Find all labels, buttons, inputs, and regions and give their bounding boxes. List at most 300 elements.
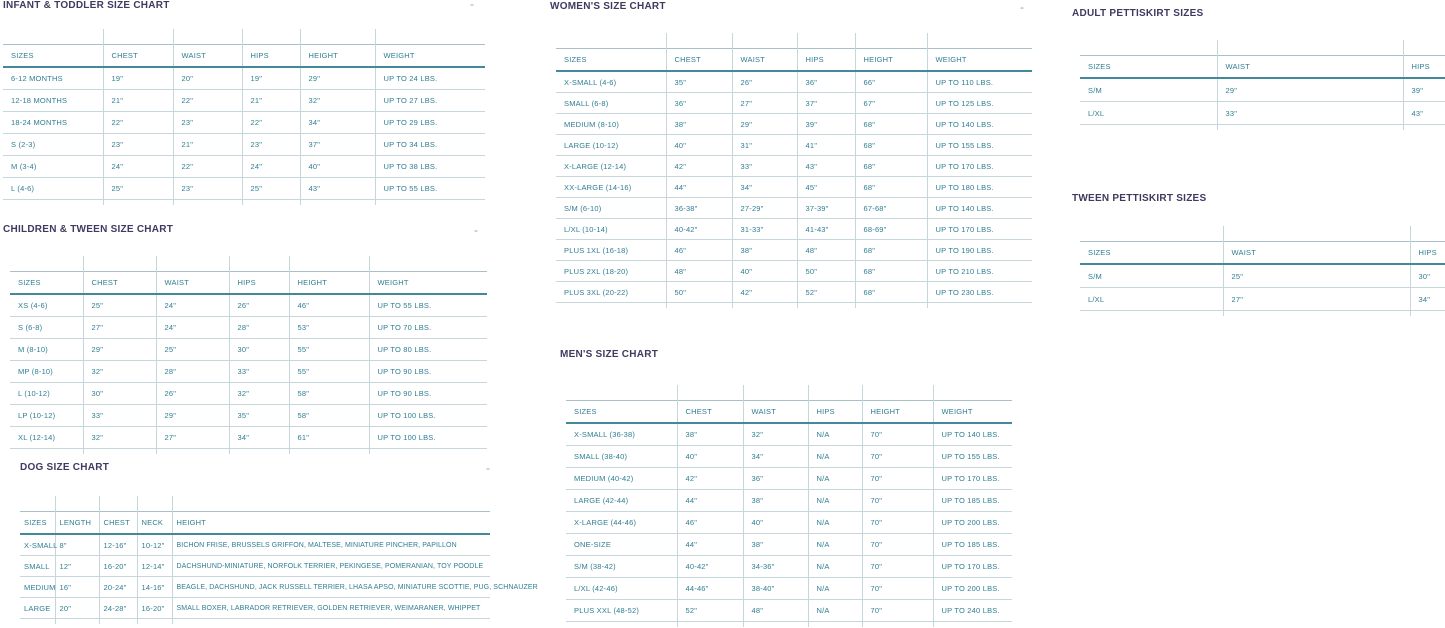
- column-header: HEIGHT: [289, 272, 369, 295]
- table-cell: 43": [1403, 102, 1445, 125]
- table-cell: 39": [797, 114, 855, 135]
- table-cell: UP TO 170 LBS.: [933, 556, 1012, 578]
- table-cell: 33": [732, 156, 797, 177]
- table-cell: 22": [173, 156, 242, 178]
- column-header: SIZES: [556, 49, 666, 72]
- table-cell: 43": [797, 156, 855, 177]
- header-row: [20, 512, 490, 535]
- table-cell: L (4-6): [3, 178, 103, 200]
- table-cell: 70": [862, 490, 933, 512]
- column-header: WEIGHT: [369, 272, 487, 295]
- table-cell: 68": [855, 114, 927, 135]
- table-cell: N/A: [808, 600, 862, 622]
- table-cell: 24": [242, 156, 300, 178]
- table-cell: X-SMALL (36-38): [566, 423, 677, 446]
- table-cell: 58": [289, 383, 369, 405]
- table-cell: 41-43": [797, 219, 855, 240]
- spacer-row: [10, 256, 487, 272]
- table-row: [566, 446, 1012, 468]
- spacer-cell: [1410, 311, 1445, 317]
- table-cell: 10-12": [137, 534, 172, 556]
- table-cell: 27-29": [732, 198, 797, 219]
- table-row: [566, 534, 1012, 556]
- table-cell: UP TO 185 LBS.: [933, 490, 1012, 512]
- table-cell: 29": [300, 67, 375, 90]
- table-cell: 20": [55, 598, 99, 619]
- column-header: WAIST: [1217, 56, 1403, 79]
- table-cell: UP TO 38 LBS.: [375, 156, 485, 178]
- table-cell: UP TO 240 LBS.: [933, 600, 1012, 622]
- table-cell: UP TO 90 LBS.: [369, 383, 487, 405]
- table-cell: 30": [1410, 264, 1445, 288]
- spacer-cell: [1410, 226, 1445, 242]
- tween-pettiskirt-sizes-section: [1072, 193, 1445, 318]
- table-cell: 23": [173, 112, 242, 134]
- table-cell: UP TO 100 LBS.: [369, 427, 487, 449]
- table-cell: SMALL (6-8): [556, 93, 666, 114]
- table-cell: 40-42": [666, 219, 732, 240]
- spacer-cell: [156, 256, 229, 272]
- table-cell: UP TO 200 LBS.: [933, 578, 1012, 600]
- table-cell: LARGE (10-12): [556, 135, 666, 156]
- table-cell: L/XL: [1080, 102, 1217, 125]
- column-header: WEIGHT: [933, 401, 1012, 424]
- table-cell: 12-18 MONTHS: [3, 90, 103, 112]
- table-cell: 68-69": [855, 219, 927, 240]
- collapse-icon[interactable]: -: [486, 461, 490, 475]
- column-header: SIZES: [20, 512, 55, 535]
- table-cell: PLUS 3XL (20-22): [556, 282, 666, 303]
- table-cell: 24": [103, 156, 173, 178]
- table-cell: 70": [862, 446, 933, 468]
- table-cell: 12": [55, 556, 99, 577]
- table-cell: XS (4-6): [10, 294, 83, 317]
- table-cell: ONE-SIZE: [566, 534, 677, 556]
- spacer-cell: [927, 303, 1032, 309]
- table-cell: L/XL: [1080, 288, 1223, 311]
- table-cell: 40": [666, 135, 732, 156]
- table-cell: 20-24": [99, 577, 137, 598]
- table-cell: 32": [83, 361, 156, 383]
- table-cell: S/M (38-42): [566, 556, 677, 578]
- table-row: [556, 198, 1032, 219]
- table-cell: MEDIUM (8-10): [556, 114, 666, 135]
- spacer-cell: [1080, 311, 1223, 317]
- adult-pettiskirt-sizes-section: [1072, 8, 1445, 133]
- table-row: [3, 90, 485, 112]
- table-cell: 68": [855, 240, 927, 261]
- header-row: [556, 49, 1032, 72]
- column-header: HEIGHT: [855, 49, 927, 72]
- table-row: [3, 156, 485, 178]
- table-cell: 24": [156, 294, 229, 317]
- table-cell: 66": [855, 71, 927, 93]
- spacer-row: [20, 619, 490, 625]
- header-row: [10, 272, 487, 295]
- table-cell: 22": [103, 112, 173, 134]
- table-cell: PLUS 2XL (18-20): [556, 261, 666, 282]
- spacer-cell: [156, 449, 229, 455]
- table-cell: 14-16": [137, 577, 172, 598]
- table-cell: 27": [156, 427, 229, 449]
- table-cell: 34": [743, 446, 808, 468]
- table-cell: 29": [83, 339, 156, 361]
- mens-chart-title: MEN'S SIZE CHART: [560, 349, 659, 360]
- spacer-row: [3, 29, 485, 45]
- table-cell: N/A: [808, 556, 862, 578]
- column-header: SIZES: [10, 272, 83, 295]
- children-tween-size-table: [10, 256, 487, 454]
- collapse-icon[interactable]: -: [474, 223, 478, 237]
- table-cell: 44": [677, 490, 743, 512]
- table-cell: S/M: [1080, 264, 1223, 288]
- column-header: SIZES: [1080, 242, 1223, 265]
- table-cell: 19": [103, 67, 173, 90]
- table-cell: 25": [156, 339, 229, 361]
- table-row: [10, 339, 487, 361]
- table-cell: L (10-12): [10, 383, 83, 405]
- table-cell: 70": [862, 423, 933, 446]
- table-row: [556, 93, 1032, 114]
- spacer-cell: [83, 449, 156, 455]
- table-cell: 52": [677, 600, 743, 622]
- table-cell: 36": [666, 93, 732, 114]
- table-cell: BEAGLE, DACHSHUND, JACK RUSSELL TERRIER, LHASA APSO, MINIATURE SCOTTIE, PUG, SCHNAUZER: [172, 577, 490, 598]
- spacer-cell: [1217, 40, 1403, 56]
- adult-pettiskirt-chart-title: ADULT PETTISKIRT SIZES: [1072, 8, 1204, 19]
- table-cell: 26": [156, 383, 229, 405]
- header-row: [1080, 242, 1445, 265]
- spacer-cell: [289, 256, 369, 272]
- table-cell: 28": [229, 317, 289, 339]
- table-cell: 30": [229, 339, 289, 361]
- table-cell: N/A: [808, 490, 862, 512]
- table-cell: X-LARGE (44-46): [566, 512, 677, 534]
- spacer-row: [556, 33, 1032, 49]
- spacer-row: [20, 496, 490, 512]
- table-cell: N/A: [808, 512, 862, 534]
- spacer-cell: [289, 449, 369, 455]
- table-cell: 8": [55, 534, 99, 556]
- spacer-cell: [1080, 40, 1217, 56]
- womens-chart-title: WOMEN'S SIZE CHART: [550, 1, 666, 12]
- table-cell: 32": [83, 427, 156, 449]
- table-cell: 23": [242, 134, 300, 156]
- table-row: [10, 294, 487, 317]
- spacer-cell: [556, 303, 666, 309]
- spacer-cell: [242, 29, 300, 45]
- table-cell: UP TO 190 LBS.: [927, 240, 1032, 261]
- table-cell: 28": [156, 361, 229, 383]
- spacer-cell: [862, 385, 933, 401]
- table-cell: 33": [229, 361, 289, 383]
- spacer-cell: [933, 385, 1012, 401]
- table-row: [556, 240, 1032, 261]
- table-row: [1080, 78, 1445, 102]
- table-cell: 44": [666, 177, 732, 198]
- table-cell: 48": [743, 600, 808, 622]
- table-cell: 26": [229, 294, 289, 317]
- table-cell: UP TO 155 LBS.: [927, 135, 1032, 156]
- collapse-icon[interactable]: -: [1020, 0, 1024, 14]
- table-row: [10, 405, 487, 427]
- table-row: [566, 512, 1012, 534]
- spacer-cell: [808, 385, 862, 401]
- spacer-row: [1080, 311, 1445, 317]
- table-cell: LP (10-12): [10, 405, 83, 427]
- table-cell: 50": [797, 261, 855, 282]
- table-cell: 19": [242, 67, 300, 90]
- spacer-cell: [103, 200, 173, 206]
- table-cell: 29": [156, 405, 229, 427]
- adult-pettiskirt-size-table: [1080, 40, 1445, 130]
- womens-size-table: [556, 33, 1032, 308]
- table-cell: 70": [862, 600, 933, 622]
- table-row: [20, 556, 490, 577]
- table-cell: 42": [677, 468, 743, 490]
- spacer-cell: [20, 496, 55, 512]
- column-header: HEIGHT: [172, 512, 490, 535]
- spacer-cell: [173, 29, 242, 45]
- spacer-cell: [20, 619, 55, 625]
- table-row: [3, 134, 485, 156]
- spacer-cell: [173, 200, 242, 206]
- spacer-cell: [137, 496, 172, 512]
- dog-size-table: [20, 496, 538, 624]
- table-cell: L/XL (10-14): [556, 219, 666, 240]
- table-cell: UP TO 27 LBS.: [375, 90, 485, 112]
- table-cell: MEDIUM: [20, 577, 55, 598]
- column-header: CHEST: [99, 512, 137, 535]
- table-cell: 67": [855, 93, 927, 114]
- table-cell: 33": [83, 405, 156, 427]
- table-cell: 68": [855, 261, 927, 282]
- spacer-cell: [172, 496, 490, 512]
- table-cell: 22": [242, 112, 300, 134]
- spacer-cell: [3, 29, 103, 45]
- table-cell: X-LARGE (12-14): [556, 156, 666, 177]
- table-cell: 68": [855, 135, 927, 156]
- table-cell: SMALL BOXER, LABRADOR RETRIEVER, GOLDEN RETRIEVER, WEIMARANER, WHIPPET: [172, 598, 490, 619]
- table-cell: 29": [732, 114, 797, 135]
- table-cell: 16-20": [99, 556, 137, 577]
- table-cell: UP TO 200 LBS.: [933, 512, 1012, 534]
- spacer-cell: [242, 200, 300, 206]
- table-row: [3, 112, 485, 134]
- table-cell: 6-12 MONTHS: [3, 67, 103, 90]
- table-cell: 25": [103, 178, 173, 200]
- table-cell: 32": [229, 383, 289, 405]
- column-header: WAIST: [743, 401, 808, 424]
- spacer-cell: [172, 619, 490, 625]
- children-tween-size-chart-section: [3, 224, 487, 459]
- spacer-row: [556, 303, 1032, 309]
- spacer-cell: [1080, 226, 1223, 242]
- spacer-cell: [99, 619, 137, 625]
- table-cell: UP TO 140 LBS.: [927, 198, 1032, 219]
- header-row: [1080, 56, 1445, 79]
- table-cell: 35": [229, 405, 289, 427]
- table-cell: 38": [677, 423, 743, 446]
- table-cell: MEDIUM (40-42): [566, 468, 677, 490]
- table-cell: DACHSHUND-MINIATURE, NORFOLK TERRIER, PEKINGESE, POMERANIAN, TOY POODLE: [172, 556, 490, 577]
- table-cell: XX-LARGE (14-16): [556, 177, 666, 198]
- table-cell: UP TO 210 LBS.: [927, 261, 1032, 282]
- header-row: [3, 45, 485, 68]
- table-cell: 24": [156, 317, 229, 339]
- children-tween-chart-title: CHILDREN & TWEEN SIZE CHART: [3, 224, 174, 235]
- table-cell: SMALL (38-40): [566, 446, 677, 468]
- table-row: [556, 219, 1032, 240]
- spacer-cell: [566, 622, 677, 628]
- table-cell: PLUS XXL (48-52): [566, 600, 677, 622]
- table-row: [556, 177, 1032, 198]
- spacer-cell: [229, 256, 289, 272]
- table-row: [20, 577, 490, 598]
- table-cell: M (3-4): [3, 156, 103, 178]
- table-row: [1080, 102, 1445, 125]
- table-cell: 31-33": [732, 219, 797, 240]
- table-cell: 27": [732, 93, 797, 114]
- table-cell: 70": [862, 578, 933, 600]
- table-cell: MP (8-10): [10, 361, 83, 383]
- infant-toddler-chart-title: INFANT & TODDLER SIZE CHART: [3, 0, 170, 11]
- table-cell: 41": [797, 135, 855, 156]
- table-cell: UP TO 230 LBS.: [927, 282, 1032, 303]
- womens-size-chart-section: [550, 1, 1032, 311]
- table-cell: UP TO 24 LBS.: [375, 67, 485, 90]
- spacer-cell: [375, 29, 485, 45]
- column-header: WAIST: [173, 45, 242, 68]
- spacer-cell: [83, 256, 156, 272]
- table-cell: 55": [289, 361, 369, 383]
- table-cell: BICHON FRISE, BRUSSELS GRIFFON, MALTESE, MINIATURE PINCHER, PAPILLON: [172, 534, 490, 556]
- spacer-cell: [808, 622, 862, 628]
- table-cell: 58": [289, 405, 369, 427]
- table-row: [10, 383, 487, 405]
- column-header: SIZES: [3, 45, 103, 68]
- table-row: [556, 261, 1032, 282]
- table-cell: 34": [300, 112, 375, 134]
- table-cell: 38": [743, 534, 808, 556]
- spacer-row: [1080, 226, 1445, 242]
- table-cell: 22": [173, 90, 242, 112]
- table-row: [566, 423, 1012, 446]
- column-header: NECK: [137, 512, 172, 535]
- spacer-cell: [933, 622, 1012, 628]
- spacer-cell: [137, 619, 172, 625]
- table-row: [556, 135, 1032, 156]
- table-cell: 33": [1217, 102, 1403, 125]
- table-row: [3, 67, 485, 90]
- spacer-cell: [1223, 226, 1410, 242]
- table-cell: 42": [732, 282, 797, 303]
- spacer-cell: [1403, 40, 1445, 56]
- table-cell: 26": [732, 71, 797, 93]
- spacer-row: [1080, 40, 1445, 56]
- column-header: CHEST: [83, 272, 156, 295]
- table-cell: 70": [862, 468, 933, 490]
- spacer-cell: [677, 622, 743, 628]
- table-cell: 38-40": [743, 578, 808, 600]
- table-row: [20, 534, 490, 556]
- table-cell: 18-24 MONTHS: [3, 112, 103, 134]
- table-cell: UP TO 55 LBS.: [375, 178, 485, 200]
- column-header: HIPS: [229, 272, 289, 295]
- mens-size-chart-section: [560, 349, 1012, 628]
- table-cell: 43": [300, 178, 375, 200]
- spacer-cell: [1403, 125, 1445, 131]
- table-cell: 27": [1223, 288, 1410, 311]
- infant-toddler-size-table: [3, 29, 485, 205]
- column-header: SIZES: [566, 401, 677, 424]
- table-cell: 23": [103, 134, 173, 156]
- table-cell: 46": [677, 512, 743, 534]
- table-cell: 46": [289, 294, 369, 317]
- table-cell: PLUS 1XL (16-18): [556, 240, 666, 261]
- table-cell: M (8-10): [10, 339, 83, 361]
- table-cell: 36": [797, 71, 855, 93]
- spacer-row: [10, 449, 487, 455]
- table-cell: N/A: [808, 578, 862, 600]
- table-cell: UP TO 125 LBS.: [927, 93, 1032, 114]
- table-cell: 38": [666, 114, 732, 135]
- table-cell: 16": [55, 577, 99, 598]
- table-cell: X-SMALL: [20, 534, 55, 556]
- table-cell: XL (12-14): [10, 427, 83, 449]
- table-cell: S (6-8): [10, 317, 83, 339]
- table-cell: UP TO 100 LBS.: [369, 405, 487, 427]
- spacer-cell: [369, 449, 487, 455]
- table-cell: UP TO 185 LBS.: [933, 534, 1012, 556]
- spacer-cell: [743, 622, 808, 628]
- tween-pettiskirt-chart-title: TWEEN PETTISKIRT SIZES: [1072, 193, 1207, 204]
- spacer-cell: [55, 619, 99, 625]
- column-header: CHEST: [103, 45, 173, 68]
- column-header: CHEST: [666, 49, 732, 72]
- table-row: [3, 178, 485, 200]
- table-cell: 40-42": [677, 556, 743, 578]
- column-header: SIZES: [1080, 56, 1217, 79]
- collapse-icon[interactable]: -: [470, 0, 474, 11]
- table-cell: LARGE: [20, 598, 55, 619]
- table-cell: 68": [855, 177, 927, 198]
- table-cell: 21": [173, 134, 242, 156]
- table-cell: UP TO 110 LBS.: [927, 71, 1032, 93]
- spacer-row: [566, 622, 1012, 628]
- table-row: [10, 427, 487, 449]
- table-cell: 37-39": [797, 198, 855, 219]
- table-cell: 68": [855, 156, 927, 177]
- table-cell: 34": [1410, 288, 1445, 311]
- spacer-row: [1080, 125, 1445, 131]
- table-cell: 44": [677, 534, 743, 556]
- spacer-cell: [300, 200, 375, 206]
- table-cell: S/M: [1080, 78, 1217, 102]
- table-cell: UP TO 34 LBS.: [375, 134, 485, 156]
- spacer-cell: [855, 303, 927, 309]
- table-cell: 38": [732, 240, 797, 261]
- spacer-cell: [566, 385, 677, 401]
- table-cell: 35": [666, 71, 732, 93]
- column-header: CHEST: [677, 401, 743, 424]
- spacer-cell: [99, 496, 137, 512]
- table-cell: UP TO 180 LBS.: [927, 177, 1032, 198]
- spacer-cell: [927, 33, 1032, 49]
- spacer-cell: [732, 303, 797, 309]
- table-cell: 42": [666, 156, 732, 177]
- table-cell: S (2-3): [3, 134, 103, 156]
